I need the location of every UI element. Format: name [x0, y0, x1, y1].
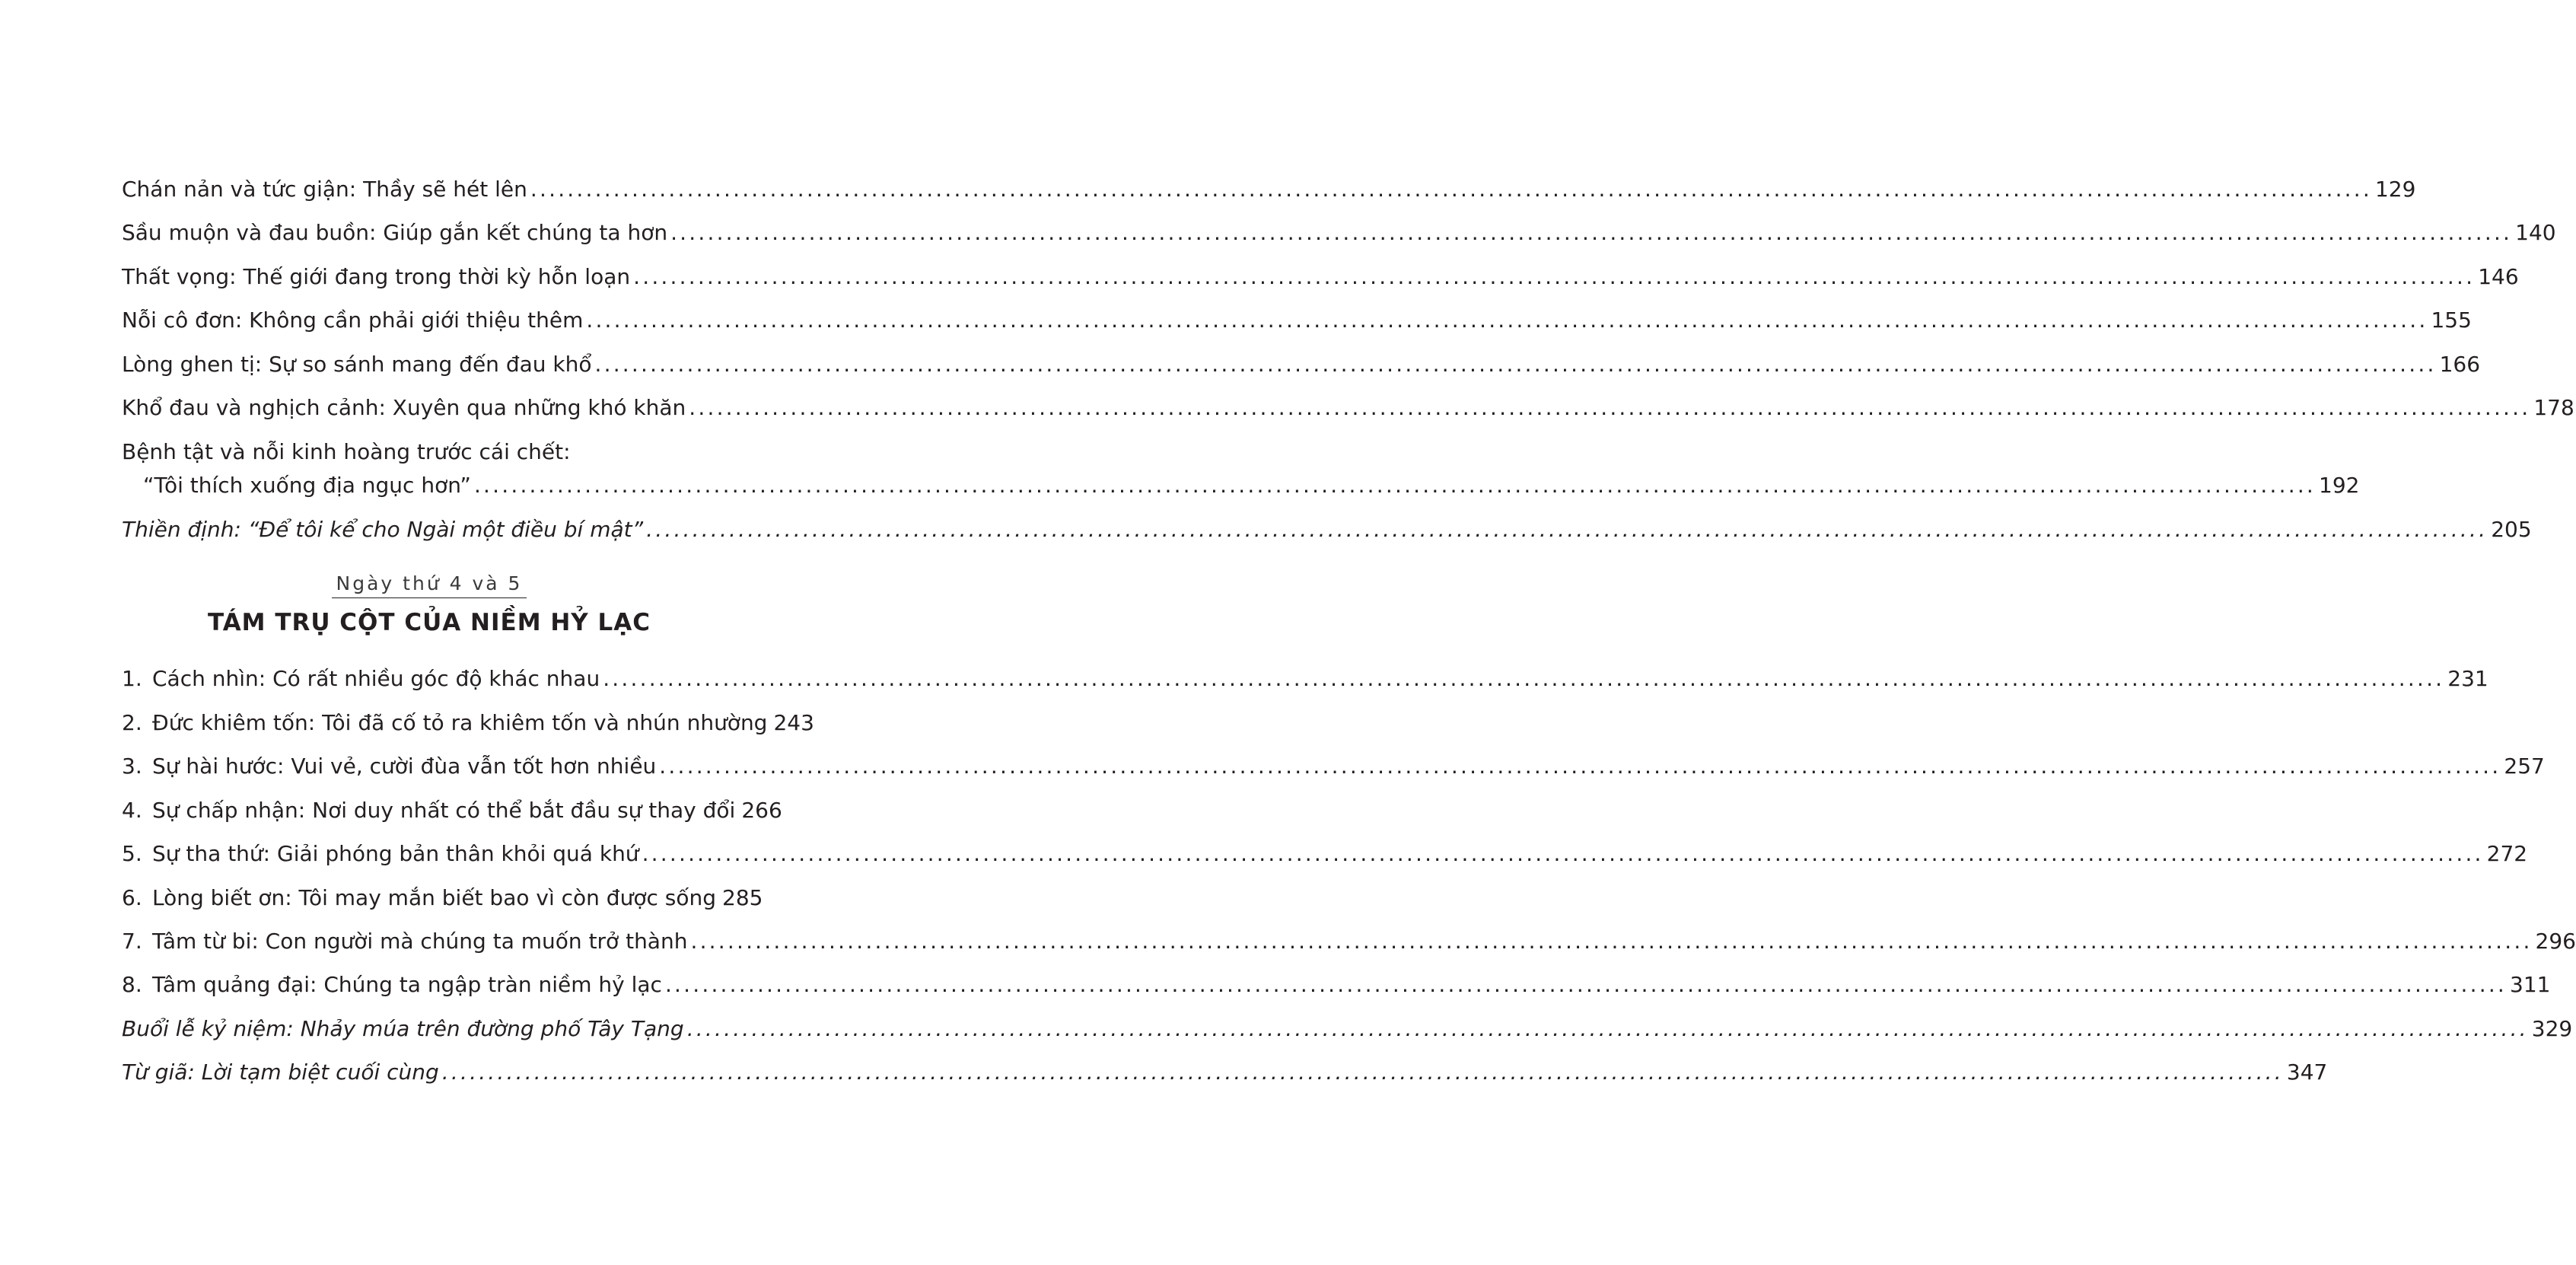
toc-entry-title: Lòng ghen tị: Sự so sánh mang đến đau khổ: [122, 352, 592, 377]
dot-leader: ........................................................................................................................................................................................................: [686, 1016, 2529, 1041]
toc-entry-number: 2.: [122, 710, 142, 735]
toc-entry-title: Chán nản và tức giận: Thầy sẽ hét lên: [122, 177, 527, 202]
dot-leader: ........................................................................................................................................................................................................: [594, 352, 2437, 377]
toc-entry[interactable]: [122, 176, 2416, 203]
toc-entry-farewell[interactable]: [122, 1059, 2328, 1086]
toc-entry[interactable]: [122, 307, 2472, 334]
toc-entry-page: 272: [2486, 841, 2528, 866]
toc-entry-title-line2: “Tôi thích xuống địa ngục hơn”: [143, 473, 471, 498]
toc-entry[interactable]: [122, 928, 2576, 955]
toc-entry-title: Buổi lễ kỷ niệm: Nhảy múa trên đường phố Tây Tạng: [122, 1016, 684, 1041]
toc-entry-number: 8.: [122, 972, 142, 997]
toc-entry-title: Sầu muộn và đau buồn: Giúp gắn kết chúng ta hơn: [122, 220, 668, 245]
toc-entry[interactable]: [122, 394, 2574, 422]
toc-entry-page: 231: [2447, 666, 2488, 691]
toc-entry-page: 205: [2491, 517, 2532, 542]
toc-entry-number: 3.: [122, 754, 142, 779]
toc-entry-page: 146: [2478, 264, 2519, 289]
toc-entry-number: 4.: [122, 798, 142, 823]
toc-entry-page: 329: [2531, 1016, 2573, 1041]
dot-leader: ........................................................................................................................................................................................................: [473, 473, 2316, 498]
dot-leader: ........................................................................................................................................................................................................: [646, 517, 2488, 542]
toc-entry-page: 266: [741, 798, 782, 823]
dot-leader: ........................................................................................................................................................................................................: [670, 220, 2513, 245]
toc-entry-number: 5.: [122, 841, 142, 866]
toc-entry-title-text: Sự chấp nhận: Nơi duy nhất có thể bắt đầu sự thay đổi: [152, 798, 736, 823]
dot-leader: ........................................................................................................................................................................................................: [689, 395, 2531, 420]
toc-entry-title: Từ giã: Lời tạm biệt cuối cùng: [122, 1059, 439, 1085]
toc-entry[interactable]: [122, 351, 2481, 378]
toc-entry[interactable]: [122, 709, 814, 737]
toc-entry-title-text: Sự tha thứ: Giải phóng bản thân khỏi quá khứ: [152, 841, 639, 866]
dot-leader: ........................................................................................................................................................................................................: [441, 1059, 2284, 1085]
dot-leader: ........................................................................................................................................................................................................: [603, 666, 2445, 691]
dot-leader: ........................................................................................................................................................................................................: [633, 264, 2476, 289]
toc-entry-title-text: Tâm từ bi: Con người mà chúng ta muốn trở thành: [152, 929, 688, 954]
toc-entry[interactable]: [122, 219, 2556, 247]
toc-entry-title-line1[interactable]: Bệnh tật và nỗi kinh hoàng trước cái chết:: [122, 439, 571, 464]
toc-entry-title-text: Tâm quảng đại: Chúng ta ngập tràn niềm hỷ lạc: [152, 972, 662, 997]
toc-entry-title-text: Sự hài hước: Vui vẻ, cười đùa vẫn tốt hơn nhiều: [152, 754, 657, 779]
section-label-text: Ngày thứ 4 và 5: [332, 572, 527, 598]
toc-entry-title: [122, 797, 735, 824]
section-label: [122, 572, 737, 598]
toc-entry-title-text: Cách nhìn: Có rất nhiều góc độ khác nhau: [152, 666, 600, 691]
toc-entry-page: 257: [2504, 754, 2545, 779]
toc-entry-title: Thất vọng: Thế giới đang trong thời kỳ hỗn loạn: [122, 264, 631, 289]
toc-entry-number: 6.: [122, 885, 142, 910]
toc-entry-title-text: Đức khiêm tốn: Tôi đã cố tỏ ra khiêm tốn và nhún nhường: [152, 710, 768, 735]
dot-leader: ........................................................................................................................................................................................................: [690, 929, 2533, 954]
dot-leader: ........................................................................................................................................................................................................: [586, 307, 2428, 333]
section-title: TÁM TRỤ CỘT CỦA NIỀM HỶ LẠC: [207, 609, 651, 636]
toc-entry-title: Khổ đau và nghịch cảnh: Xuyên qua những khó khăn: [122, 395, 686, 420]
toc-entry-title: Nỗi cô đơn: Không cần phải giới thiệu thêm: [122, 307, 584, 333]
toc-entry-title: [122, 971, 662, 999]
toc-entry[interactable]: [122, 753, 2545, 780]
toc-entry-page: 140: [2515, 220, 2556, 245]
toc-entry-title: [122, 884, 716, 912]
toc-entry-page: 178: [2533, 395, 2574, 420]
toc-entry[interactable]: [122, 971, 2551, 999]
toc-entry[interactable]: [122, 797, 782, 824]
toc-entry-page: 311: [2510, 972, 2551, 997]
toc-entry[interactable]: [143, 472, 2360, 499]
toc-entry[interactable]: [122, 665, 2488, 693]
toc-entry[interactable]: [122, 840, 2528, 868]
toc-entry-title: [122, 753, 656, 780]
toc-entry-page: 155: [2431, 307, 2472, 333]
toc-entry[interactable]: [122, 263, 2519, 291]
toc-entry-meditation[interactable]: [122, 516, 2532, 543]
toc-entry-page: 166: [2439, 352, 2481, 377]
toc-entry-title: Thiền định: “Để tôi kể cho Ngài một điều bí mật”: [122, 517, 644, 542]
toc-entry-title-text: Lòng biết ơn: Tôi may mắn biết bao vì còn được sống: [152, 885, 716, 910]
dot-leader: ........................................................................................................................................................................................................: [664, 972, 2508, 997]
toc-entry[interactable]: [122, 884, 763, 912]
toc-entry-title: [122, 840, 639, 868]
toc-entry-page: 347: [2286, 1059, 2328, 1085]
toc-entry-title: [122, 709, 767, 737]
dot-leader: ........................................................................................................................................................................................................: [642, 841, 2484, 866]
toc-entry-page: 285: [722, 885, 763, 910]
dot-leader: ........................................................................................................................................................................................................: [530, 177, 2372, 202]
toc-entry-number: 1.: [122, 666, 142, 691]
toc-entry-title: [122, 665, 600, 693]
dot-leader: ........................................................................................................................................................................................................: [659, 754, 2501, 779]
toc-entry-celebration[interactable]: [122, 1015, 2573, 1043]
toc-entry-page: 296: [2535, 929, 2576, 954]
toc-entry-page: 243: [773, 710, 814, 735]
toc-entry-page: 192: [2319, 473, 2360, 498]
toc-entry-number: 7.: [122, 929, 142, 954]
toc-entry-title: [122, 928, 687, 955]
toc-entry-page: 129: [2374, 177, 2416, 202]
